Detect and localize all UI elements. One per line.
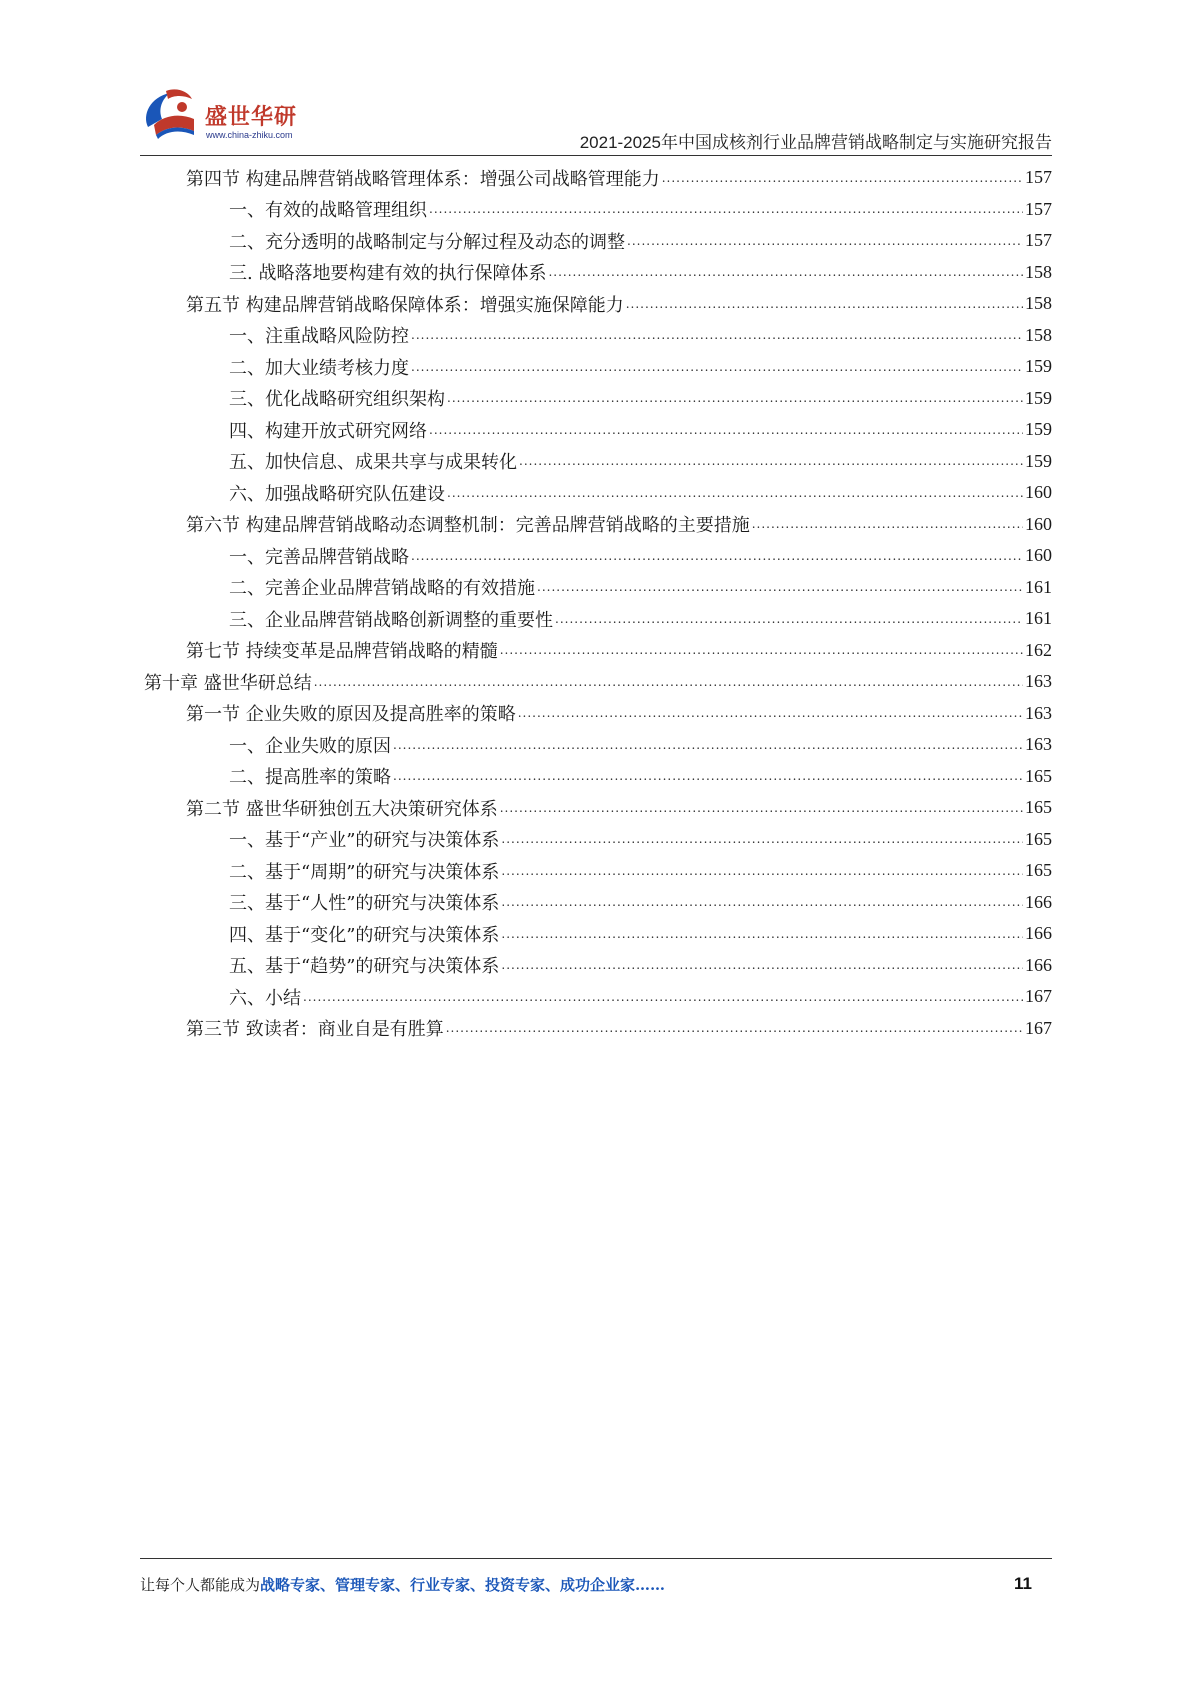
toc-entry[interactable] bbox=[140, 414, 1052, 446]
toc-entry[interactable] bbox=[140, 320, 1052, 352]
toc-entry-label: 一、有效的战略管理组织 bbox=[229, 200, 427, 222]
toc-entry[interactable] bbox=[140, 162, 1052, 194]
footer-divider bbox=[140, 1558, 1052, 1559]
toc-entry-page: 159 bbox=[1025, 356, 1052, 377]
toc-entry-label: 一、企业失败的原因 bbox=[229, 735, 391, 757]
toc-dot-leader bbox=[314, 675, 1023, 689]
toc-entry[interactable] bbox=[140, 540, 1052, 572]
toc-entry-label: 一、基于“产业”的研究与决策体系 bbox=[229, 830, 500, 852]
toc-entry-page: 159 bbox=[1025, 387, 1052, 408]
toc-dot-leader bbox=[411, 549, 1023, 563]
page-footer bbox=[140, 1574, 1052, 1604]
toc-entry-label: 一、注重战略风险防控 bbox=[229, 326, 409, 348]
toc-entry-label: 第三节 致读者：商业自是有胜算 bbox=[186, 1019, 444, 1041]
toc-entry-page: 165 bbox=[1025, 765, 1052, 786]
toc-entry-label: 三. 战略落地要构建有效的执行保障体系 bbox=[229, 263, 547, 285]
company-logo bbox=[140, 80, 320, 150]
page-number: 11 bbox=[1014, 1574, 1032, 1593]
toc-entry-page: 163 bbox=[1025, 671, 1052, 692]
toc-dot-leader bbox=[626, 297, 1023, 311]
logo-name: 盛世华研 bbox=[205, 105, 298, 130]
toc-entry-page: 160 bbox=[1025, 545, 1052, 566]
toc-entry[interactable] bbox=[140, 729, 1052, 761]
toc-entry-page: 165 bbox=[1025, 860, 1052, 881]
toc-entry-label: 五、加快信息、成果共享与成果转化 bbox=[229, 452, 517, 474]
toc-dot-leader bbox=[519, 454, 1023, 468]
toc-entry-label: 六、小结 bbox=[229, 987, 301, 1009]
toc-entry[interactable] bbox=[140, 950, 1052, 982]
toc-entry-page: 161 bbox=[1025, 608, 1052, 629]
toc-entry-label: 六、加强战略研究队伍建设 bbox=[229, 483, 445, 505]
toc-entry-label: 三、优化战略研究组织架构 bbox=[229, 389, 445, 411]
toc-entry-page: 160 bbox=[1025, 513, 1052, 534]
toc-entry[interactable] bbox=[140, 572, 1052, 604]
toc-entry-label: 第一节 企业失败的原因及提高胜率的策略 bbox=[186, 704, 516, 726]
toc-dot-leader bbox=[303, 990, 1023, 1004]
toc-entry-page: 167 bbox=[1025, 1017, 1052, 1038]
toc-entry-label: 五、基于“趋势”的研究与决策体系 bbox=[229, 956, 500, 978]
toc-dot-leader bbox=[447, 391, 1023, 405]
toc-dot-leader bbox=[752, 517, 1023, 531]
toc-entry-page: 158 bbox=[1025, 324, 1052, 345]
toc-entry[interactable] bbox=[140, 351, 1052, 383]
toc-entry[interactable] bbox=[140, 383, 1052, 415]
header-divider bbox=[140, 155, 1052, 156]
toc-entry-page: 165 bbox=[1025, 828, 1052, 849]
report-title: 2021-2025年中国成核剂行业品牌营销战略制定与实施研究报告 bbox=[579, 133, 1052, 152]
toc-entry-page: 158 bbox=[1025, 293, 1052, 314]
toc-entry-page: 163 bbox=[1025, 702, 1052, 723]
toc-entry-page: 166 bbox=[1025, 923, 1052, 944]
toc-entry[interactable] bbox=[140, 603, 1052, 635]
toc-dot-leader bbox=[518, 706, 1023, 720]
toc-entry[interactable] bbox=[140, 477, 1052, 509]
toc-entry-page: 163 bbox=[1025, 734, 1052, 755]
toc-entry[interactable] bbox=[140, 194, 1052, 226]
toc-dot-leader bbox=[500, 801, 1023, 815]
logo-swoosh-icon bbox=[140, 85, 204, 145]
toc-entry-label: 第二节 盛世华研独创五大决策研究体系 bbox=[186, 798, 498, 820]
toc-dot-leader bbox=[429, 202, 1023, 216]
toc-entry-label: 二、提高胜率的策略 bbox=[229, 767, 391, 789]
toc-entry-page: 166 bbox=[1025, 891, 1052, 912]
toc-entry-page: 159 bbox=[1025, 419, 1052, 440]
toc-entry-label: 第四节 构建品牌营销战略管理体系：增强公司战略管理能力 bbox=[186, 168, 660, 190]
toc-entry-label: 四、基于“变化”的研究与决策体系 bbox=[229, 924, 500, 946]
toc-entry[interactable] bbox=[140, 792, 1052, 824]
toc-dot-leader bbox=[393, 738, 1023, 752]
toc-entry-label: 一、完善品牌营销战略 bbox=[229, 546, 409, 568]
toc-entry[interactable] bbox=[140, 666, 1052, 698]
toc-entry-page: 157 bbox=[1025, 167, 1052, 188]
toc-dot-leader bbox=[501, 864, 1023, 878]
toc-entry-page: 157 bbox=[1025, 230, 1052, 251]
toc-dot-leader bbox=[393, 769, 1023, 783]
toc-entry-label: 二、基于“周期”的研究与决策体系 bbox=[229, 861, 500, 883]
toc-entry[interactable] bbox=[140, 824, 1052, 856]
toc-entry[interactable] bbox=[140, 1013, 1052, 1045]
toc-entry[interactable] bbox=[140, 981, 1052, 1013]
toc-entry[interactable] bbox=[140, 855, 1052, 887]
toc-entry[interactable] bbox=[140, 509, 1052, 541]
slogan-highlight: 战略专家、管理专家、行业专家、投资专家、成功企业家…… bbox=[260, 1576, 666, 1594]
toc-entry-label: 第五节 构建品牌营销战略保障体系：增强实施保障能力 bbox=[186, 294, 624, 316]
toc-entry[interactable] bbox=[140, 761, 1052, 793]
toc-entry[interactable] bbox=[140, 698, 1052, 730]
toc-dot-leader bbox=[627, 234, 1023, 248]
slogan-prefix: 让每个人都能成为 bbox=[140, 1576, 261, 1594]
toc-dot-leader bbox=[537, 580, 1023, 594]
toc-dot-leader bbox=[501, 832, 1023, 846]
toc-entry[interactable] bbox=[140, 887, 1052, 919]
toc-dot-leader bbox=[500, 643, 1023, 657]
toc-dot-leader bbox=[429, 423, 1023, 437]
page-header bbox=[140, 80, 1052, 150]
toc-entry-page: 159 bbox=[1025, 450, 1052, 471]
toc-dot-leader bbox=[447, 486, 1023, 500]
toc-entry-label: 第十章 盛世华研总结 bbox=[144, 672, 312, 694]
toc-entry-page: 157 bbox=[1025, 198, 1052, 219]
toc-entry-label: 二、充分透明的战略制定与分解过程及动态的调整 bbox=[229, 231, 625, 253]
footer-slogan bbox=[140, 1574, 665, 1595]
toc-dot-leader bbox=[548, 265, 1023, 279]
toc-entry[interactable] bbox=[140, 635, 1052, 667]
toc-entry-label: 三、基于“人性”的研究与决策体系 bbox=[229, 893, 500, 915]
toc-entry-page: 165 bbox=[1025, 797, 1052, 818]
toc-entry-page: 166 bbox=[1025, 954, 1052, 975]
toc-entry-page: 161 bbox=[1025, 576, 1052, 597]
toc-dot-leader bbox=[555, 612, 1023, 626]
toc-dot-leader bbox=[446, 1021, 1023, 1035]
toc-entry[interactable] bbox=[140, 918, 1052, 950]
table-of-contents bbox=[140, 162, 1052, 1044]
toc-entry-page: 160 bbox=[1025, 482, 1052, 503]
toc-dot-leader bbox=[662, 171, 1023, 185]
logo-url: www.china-zhiku.com bbox=[206, 130, 293, 140]
toc-entry-label: 第六节 构建品牌营销战略动态调整机制：完善品牌营销战略的主要措施 bbox=[186, 515, 750, 537]
toc-dot-leader bbox=[501, 927, 1023, 941]
toc-entry-label: 二、加大业绩考核力度 bbox=[229, 357, 409, 379]
toc-dot-leader bbox=[411, 328, 1023, 342]
toc-entry[interactable] bbox=[140, 446, 1052, 478]
toc-dot-leader bbox=[501, 958, 1023, 972]
toc-dot-leader bbox=[501, 895, 1023, 909]
toc-entry-label: 第七节 持续变革是品牌营销战略的精髓 bbox=[186, 641, 498, 663]
toc-entry-page: 162 bbox=[1025, 639, 1052, 660]
toc-entry-label: 三、企业品牌营销战略创新调整的重要性 bbox=[229, 609, 553, 631]
toc-entry-label: 二、完善企业品牌营销战略的有效措施 bbox=[229, 578, 535, 600]
toc-entry-page: 158 bbox=[1025, 261, 1052, 282]
toc-entry[interactable] bbox=[140, 288, 1052, 320]
toc-entry[interactable] bbox=[140, 225, 1052, 257]
toc-entry-label: 四、构建开放式研究网络 bbox=[229, 420, 427, 442]
toc-entry[interactable] bbox=[140, 257, 1052, 289]
toc-dot-leader bbox=[411, 360, 1023, 374]
toc-entry-page: 167 bbox=[1025, 986, 1052, 1007]
